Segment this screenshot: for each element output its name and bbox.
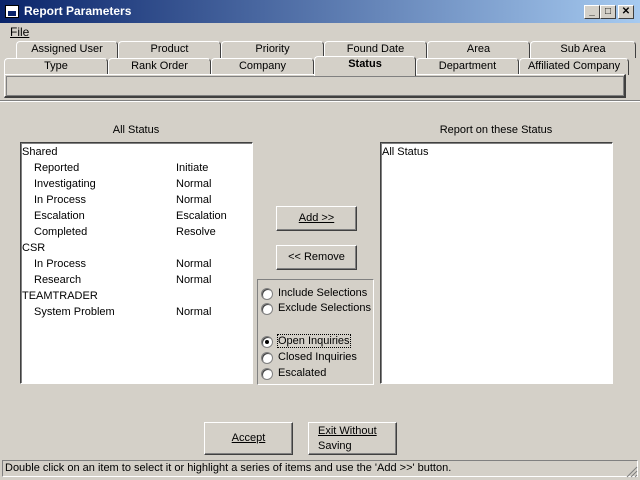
tab-department[interactable]: Department <box>416 58 519 75</box>
tab-sub-area[interactable]: Sub Area <box>530 41 636 58</box>
tab-product[interactable]: Product <box>118 41 221 58</box>
status-type: Normal <box>176 178 212 190</box>
window-title: Report Parameters <box>24 4 132 18</box>
tab-status[interactable]: Status <box>314 56 416 76</box>
all-status-caption: All Status <box>112 124 160 136</box>
exit-button-label-line2: Saving <box>318 440 352 452</box>
resize-grip-icon[interactable] <box>626 466 638 478</box>
group-name: Shared <box>22 146 58 158</box>
status-type: Initiate <box>176 162 209 174</box>
radio-label: Open Inquiries <box>278 335 350 347</box>
report-status-caption: Report on these Status <box>439 124 553 136</box>
status-name: In Process <box>34 194 86 206</box>
status-name: Investigating <box>34 178 96 190</box>
tab-found-date[interactable]: Found Date <box>324 41 427 58</box>
add-button[interactable] <box>276 206 357 231</box>
radio-button[interactable] <box>261 352 273 364</box>
status-name: Reported <box>34 162 80 174</box>
radio-label: Closed Inquiries <box>278 351 357 363</box>
add-button-label: Add >> <box>298 212 335 224</box>
status-name: Completed <box>34 226 88 238</box>
status-type: Normal <box>176 258 212 270</box>
status-type: Normal <box>176 274 212 286</box>
status-name: Escalation <box>34 210 85 222</box>
list-group-header[interactable] <box>22 240 45 256</box>
title-bar[interactable] <box>0 0 640 23</box>
remove-button[interactable] <box>276 245 357 270</box>
exit-button-label-line1: Exit Without <box>318 425 377 437</box>
all-status-list[interactable] <box>20 142 253 384</box>
radio-label: Exclude Selections <box>278 302 371 314</box>
group-name: CSR <box>22 242 46 254</box>
list-item[interactable] <box>34 272 212 288</box>
menu-bar <box>0 23 640 41</box>
status-type: Normal <box>176 194 212 206</box>
tab-company[interactable]: Company <box>211 58 314 75</box>
tab-priority[interactable]: Priority <box>221 41 324 58</box>
tab-affiliated-company[interactable]: Affiliated Company <box>519 58 629 75</box>
report-status-list[interactable] <box>380 142 613 384</box>
radio-button[interactable] <box>261 288 273 300</box>
accept-button-label: Accept <box>231 432 266 444</box>
tab-panel-inner <box>6 76 624 96</box>
status-name: In Process <box>34 258 86 270</box>
radio-button[interactable] <box>261 368 273 380</box>
tab-assigned-user[interactable]: Assigned User <box>16 41 118 58</box>
radio-button[interactable] <box>261 336 273 348</box>
status-name: System Problem <box>34 306 115 318</box>
menu-file[interactable] <box>10 25 29 39</box>
remove-button-label: << Remove <box>288 251 345 263</box>
status-bar: Double click on an item to select it or highlight a series of items and use the 'Add >>' button. <box>2 460 638 477</box>
list-item[interactable] <box>34 304 212 320</box>
list-item[interactable] <box>34 256 212 272</box>
list-item[interactable] <box>34 208 227 224</box>
separator <box>0 100 640 102</box>
status-name: Research <box>34 274 82 286</box>
radio-label: Escalated <box>278 367 327 379</box>
list-item[interactable] <box>34 160 209 176</box>
radio-button[interactable] <box>261 303 273 315</box>
minimize-button[interactable]: _ <box>584 5 600 19</box>
list-item[interactable] <box>34 224 216 240</box>
tab-type[interactable]: Type <box>4 58 108 75</box>
radio-label: Include Selections <box>278 287 368 299</box>
status-name: All Status <box>382 146 429 158</box>
menu-file-label: File <box>10 25 30 39</box>
list-item[interactable] <box>34 176 212 192</box>
list-item[interactable] <box>382 144 428 160</box>
tab-rank-order[interactable]: Rank Order <box>108 58 211 75</box>
app-icon[interactable] <box>5 5 19 18</box>
status-type: Escalation <box>176 210 227 222</box>
list-group-header[interactable] <box>22 288 98 304</box>
group-name: TEAMTRADER <box>22 290 98 302</box>
close-button[interactable]: ✕ <box>618 5 634 19</box>
status-type: Resolve <box>176 226 216 238</box>
list-item[interactable] <box>34 192 212 208</box>
list-group-header[interactable] <box>22 144 57 160</box>
accept-button[interactable] <box>204 422 293 455</box>
maximize-button[interactable]: □ <box>600 5 616 19</box>
status-type: Normal <box>176 306 212 318</box>
tab-area[interactable]: Area <box>427 41 530 58</box>
exit-without-saving-button[interactable] <box>308 422 397 455</box>
